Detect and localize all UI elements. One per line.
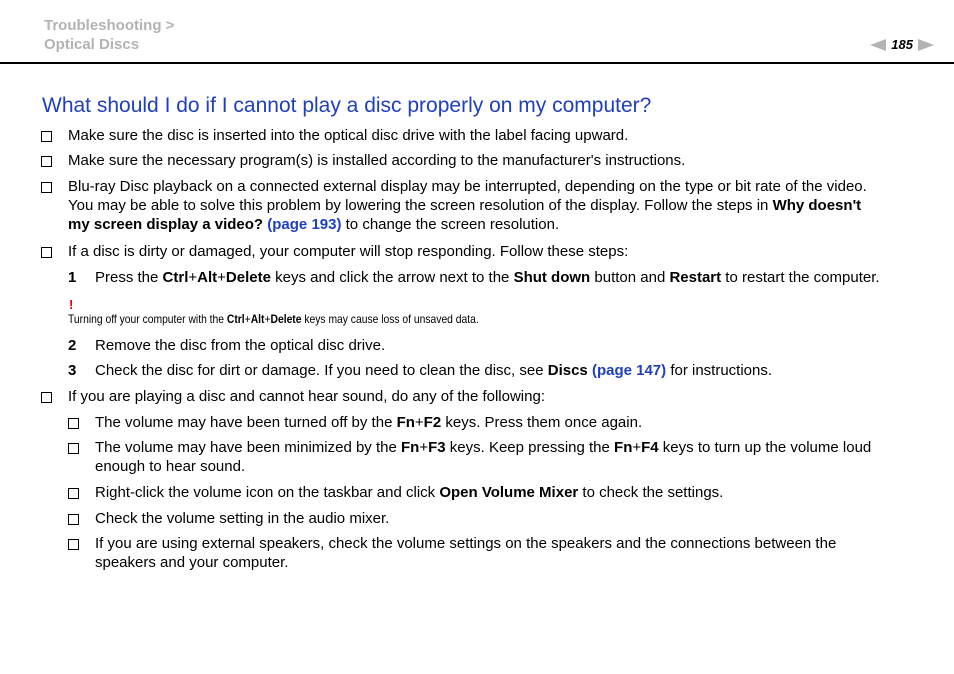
key-f3: F3	[428, 439, 446, 456]
key-fn: Fn	[614, 439, 633, 456]
text: Right-click the volume icon on the taskbar and click	[95, 484, 440, 501]
bold-text: Open Volume Mixer	[439, 484, 579, 501]
key-delete: Delete	[270, 312, 302, 326]
key-alt: Alt	[250, 312, 265, 326]
bold-text: Shut down	[513, 269, 591, 286]
sub-list-item	[95, 438, 925, 476]
breadcrumb-optical-discs[interactable]: Optical Discs	[44, 36, 140, 53]
header-divider	[0, 62, 954, 64]
page-147-link[interactable]: (page 147)	[591, 362, 667, 379]
list-item-line: If you are using external speakers, check the volume settings on the speakers and the connections between the	[95, 535, 837, 552]
list-item: If a disc is dirty or damaged, your computer will stop responding. Follow these steps:	[68, 243, 629, 260]
text: Press the	[95, 269, 163, 286]
key-alt: Alt	[197, 269, 218, 286]
checkbox-bullet-icon	[41, 131, 52, 142]
list-item-line: enough to hear sound.	[95, 458, 246, 475]
list-item-line	[95, 438, 925, 457]
checkbox-bullet-icon	[68, 488, 79, 499]
sub-list-item	[95, 413, 642, 432]
bold-text: my screen display a video?	[68, 216, 264, 233]
text: +	[419, 439, 429, 456]
page-navigator	[870, 38, 934, 52]
list-item	[68, 177, 928, 234]
page-193-link[interactable]: (page 193)	[267, 216, 342, 233]
text: The volume may have been minimized by the	[95, 439, 401, 456]
checkbox-bullet-icon	[68, 514, 79, 525]
sub-list-item	[95, 483, 723, 502]
page-title: What should I do if I cannot play a disc properly on my computer?	[42, 94, 652, 117]
list-item-line: Blu-ray Disc playback on a connected external display may be interrupted, depending on the type or bit rate of the video.	[68, 178, 867, 195]
checkbox-bullet-icon	[68, 539, 79, 550]
list-item: If you are playing a disc and cannot hear sound, do any of the following:	[68, 388, 545, 405]
text: for instructions.	[666, 362, 773, 379]
list-item-line	[68, 196, 928, 215]
text: keys to turn up the volume loud	[658, 439, 872, 456]
step-item	[95, 268, 880, 287]
text: keys may cause loss of unsaved data.	[301, 312, 479, 326]
text: to change the screen resolution.	[341, 216, 560, 233]
checkbox-bullet-icon	[41, 247, 52, 258]
step-item	[95, 361, 772, 380]
text: The volume may have been turned off by the	[95, 414, 397, 431]
text: +	[217, 269, 226, 286]
bold-text: Why doesn't	[772, 197, 862, 214]
text: keys. Press them once again.	[441, 414, 643, 431]
text: +	[414, 414, 424, 431]
step-number: 2	[68, 337, 77, 354]
list-item-line	[68, 215, 928, 234]
step-item: Remove the disc from the optical disc drive.	[95, 337, 386, 354]
breadcrumb-troubleshooting[interactable]: Troubleshooting >	[44, 17, 175, 34]
checkbox-bullet-icon	[68, 443, 79, 454]
text: +	[264, 312, 271, 326]
text: +	[188, 269, 198, 286]
warning-icon: !	[69, 297, 74, 312]
warning-note	[68, 311, 479, 327]
step-number: 3	[68, 362, 77, 379]
key-delete: Delete	[225, 269, 271, 286]
step-number: 1	[68, 269, 77, 286]
bold-text: Discs	[547, 362, 588, 379]
text: You may be able to solve this problem by lowering the screen resolution of the display. Follow the steps in	[68, 197, 773, 214]
text: +	[632, 439, 642, 456]
text: button and	[590, 269, 670, 286]
bold-text: Restart	[669, 269, 722, 286]
page-header	[0, 0, 954, 64]
text: keys and click the arrow next to the	[270, 269, 514, 286]
list-item: Make sure the disc is inserted into the optical disc drive with the label facing upward.	[68, 127, 629, 144]
text: +	[244, 312, 251, 326]
key-f4: F4	[641, 439, 659, 456]
key-fn: Fn	[396, 414, 415, 431]
checkbox-bullet-icon	[41, 156, 52, 167]
text: to restart the computer.	[721, 269, 880, 286]
previous-page-arrow-icon[interactable]	[870, 39, 886, 51]
list-item: Make sure the necessary program(s) is installed according to the manufacturer's instructions.	[68, 152, 686, 169]
text: Turning off your computer with the	[68, 312, 227, 326]
checkbox-bullet-icon	[41, 182, 52, 193]
list-item-line: speakers and your computer.	[95, 554, 289, 571]
page-number: 185	[891, 37, 913, 52]
checkbox-bullet-icon	[41, 392, 52, 403]
key-fn: Fn	[400, 439, 420, 456]
text: keys. Keep pressing the	[445, 439, 615, 456]
sub-list-item: Check the volume setting in the audio mixer.	[95, 510, 390, 527]
text: to check the settings.	[578, 484, 724, 501]
key-ctrl: Ctrl	[226, 312, 245, 326]
text: Check the disc for dirt or damage. If you need to clean the disc, see	[95, 362, 548, 379]
checkbox-bullet-icon	[68, 418, 79, 429]
key-f2: F2	[423, 414, 442, 431]
sub-list-item	[95, 534, 925, 572]
next-page-arrow-icon[interactable]	[918, 39, 934, 51]
key-ctrl: Ctrl	[162, 269, 189, 286]
